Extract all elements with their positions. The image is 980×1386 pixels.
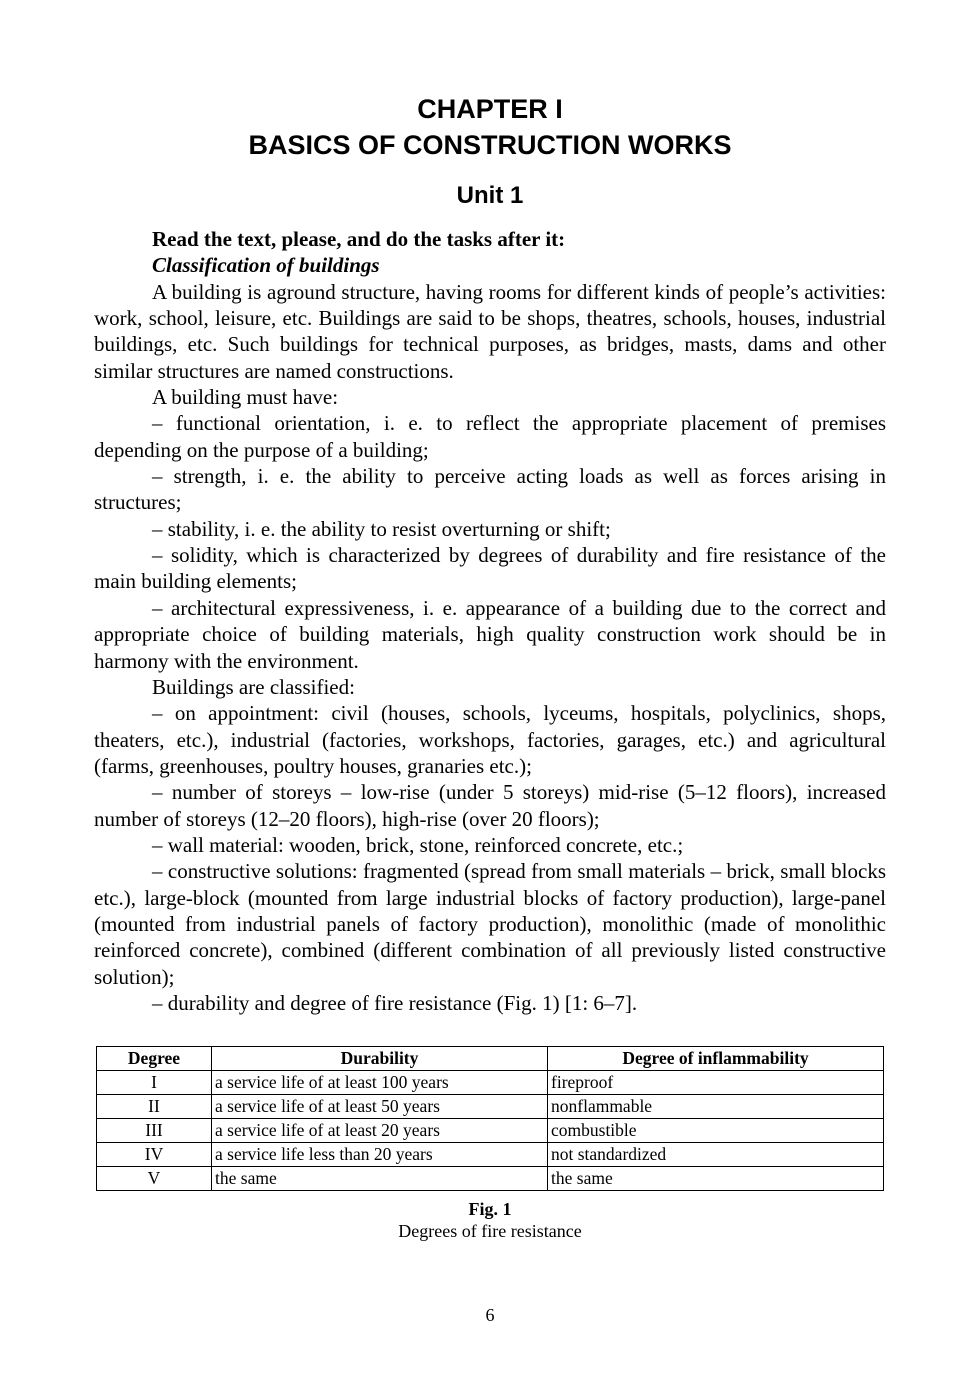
list-item: – wall material: wooden, brick, stone, reinforced concrete, etc.;	[152, 832, 684, 857]
list-item: – number of storeys – low-rise (under 5 storeys) mid-rise (5–12 floors), increased number of storeys (12–20 floors), high-rise (over 20 floors);	[94, 780, 886, 831]
task-instruction: Read the text, please, and do the tasks after it:	[152, 227, 566, 251]
cell-durability: a service life of at least 20 years	[212, 1119, 548, 1143]
cell-inflammability: not standardized	[548, 1143, 884, 1167]
table-row	[97, 1167, 884, 1191]
header-degree: Degree	[97, 1047, 212, 1071]
cell-inflammability: fireproof	[548, 1071, 884, 1095]
cell-degree: II	[97, 1095, 212, 1119]
page-number: 6	[485, 1305, 495, 1325]
body-text	[94, 226, 886, 1016]
cell-inflammability: nonflammable	[548, 1095, 884, 1119]
fire-resistance-table	[96, 1046, 884, 1191]
table-row	[97, 1143, 884, 1167]
cell-durability: the same	[212, 1167, 548, 1191]
cell-durability: a service life of at least 100 years	[212, 1071, 548, 1095]
list-item: – functional orientation, i. e. to reflect the appropriate placement of premises depending on the purpose of a building;	[94, 411, 886, 462]
unit-title: Unit 1	[456, 182, 524, 209]
cell-degree: V	[97, 1167, 212, 1191]
table-row	[97, 1071, 884, 1095]
paragraph: A building must have:	[152, 385, 339, 410]
list-item: – stability, i. e. the ability to resist overturning or shift;	[152, 516, 611, 541]
header-inflammability: Degree of inflammability	[548, 1047, 884, 1071]
chapter-title: BASICS OF CONSTRUCTION WORKS	[248, 130, 732, 160]
header-durability: Durability	[212, 1047, 548, 1071]
paragraph: A building is aground structure, having rooms for different kinds of people’s activities: work, school, leisure, etc. Buildings are said to be shops, theatres, schools, houses, industrial buildings, etc. Such buildings for technical purposes, as bridges, masts, dams and other similar structures are named constructions.	[94, 279, 886, 383]
list-item: – solidity, which is characterized by degrees of durability and fire resistance of the main building elements;	[94, 543, 886, 594]
cell-durability: a service life of at least 50 years	[212, 1095, 548, 1119]
cell-durability: a service life less than 20 years	[212, 1143, 548, 1167]
cell-inflammability: combustible	[548, 1119, 884, 1143]
cell-degree: I	[97, 1071, 212, 1095]
text-title: Classification of buildings	[152, 253, 380, 278]
figure-caption: Degrees of fire resistance	[398, 1221, 582, 1241]
table-header-row	[97, 1047, 884, 1071]
table-row	[97, 1119, 884, 1143]
list-item: – architectural expressiveness, i. e. appearance of a building due to the correct and appropriate choice of building materials, high quality construction work should be in harmony with the environment.	[94, 595, 886, 673]
list-item: – durability and degree of fire resistance (Fig. 1) [1: 6–7].	[152, 990, 638, 1015]
list-item: – strength, i. e. the ability to perceive acting loads as well as forces arising in structures;	[94, 464, 886, 515]
paragraph: Buildings are classified:	[152, 674, 355, 699]
chapter-number: CHAPTER I	[417, 94, 563, 124]
figure-label: Fig. 1	[468, 1199, 512, 1219]
table-row	[97, 1095, 884, 1119]
cell-degree: III	[97, 1119, 212, 1143]
cell-inflammability: the same	[548, 1167, 884, 1191]
list-item: – on appointment: civil (houses, schools, lyceums, hospitals, polyclinics, shops, theaters, etc.), industrial (factories, workshops, factories, garages, etc.) and agricultural (farms, greenhouses, poultry houses, granaries etc.);	[94, 701, 886, 778]
list-item: – constructive solutions: fragmented (spread from small materials – brick, small blocks etc.), large-block (mounted from large industrial blocks of factory production), large-panel (mounted from industrial panels of factory production), monolithic (made of monolithic reinforced concrete), combined (different combination of all previously listed constructive solution);	[94, 859, 886, 989]
cell-degree: IV	[97, 1143, 212, 1167]
